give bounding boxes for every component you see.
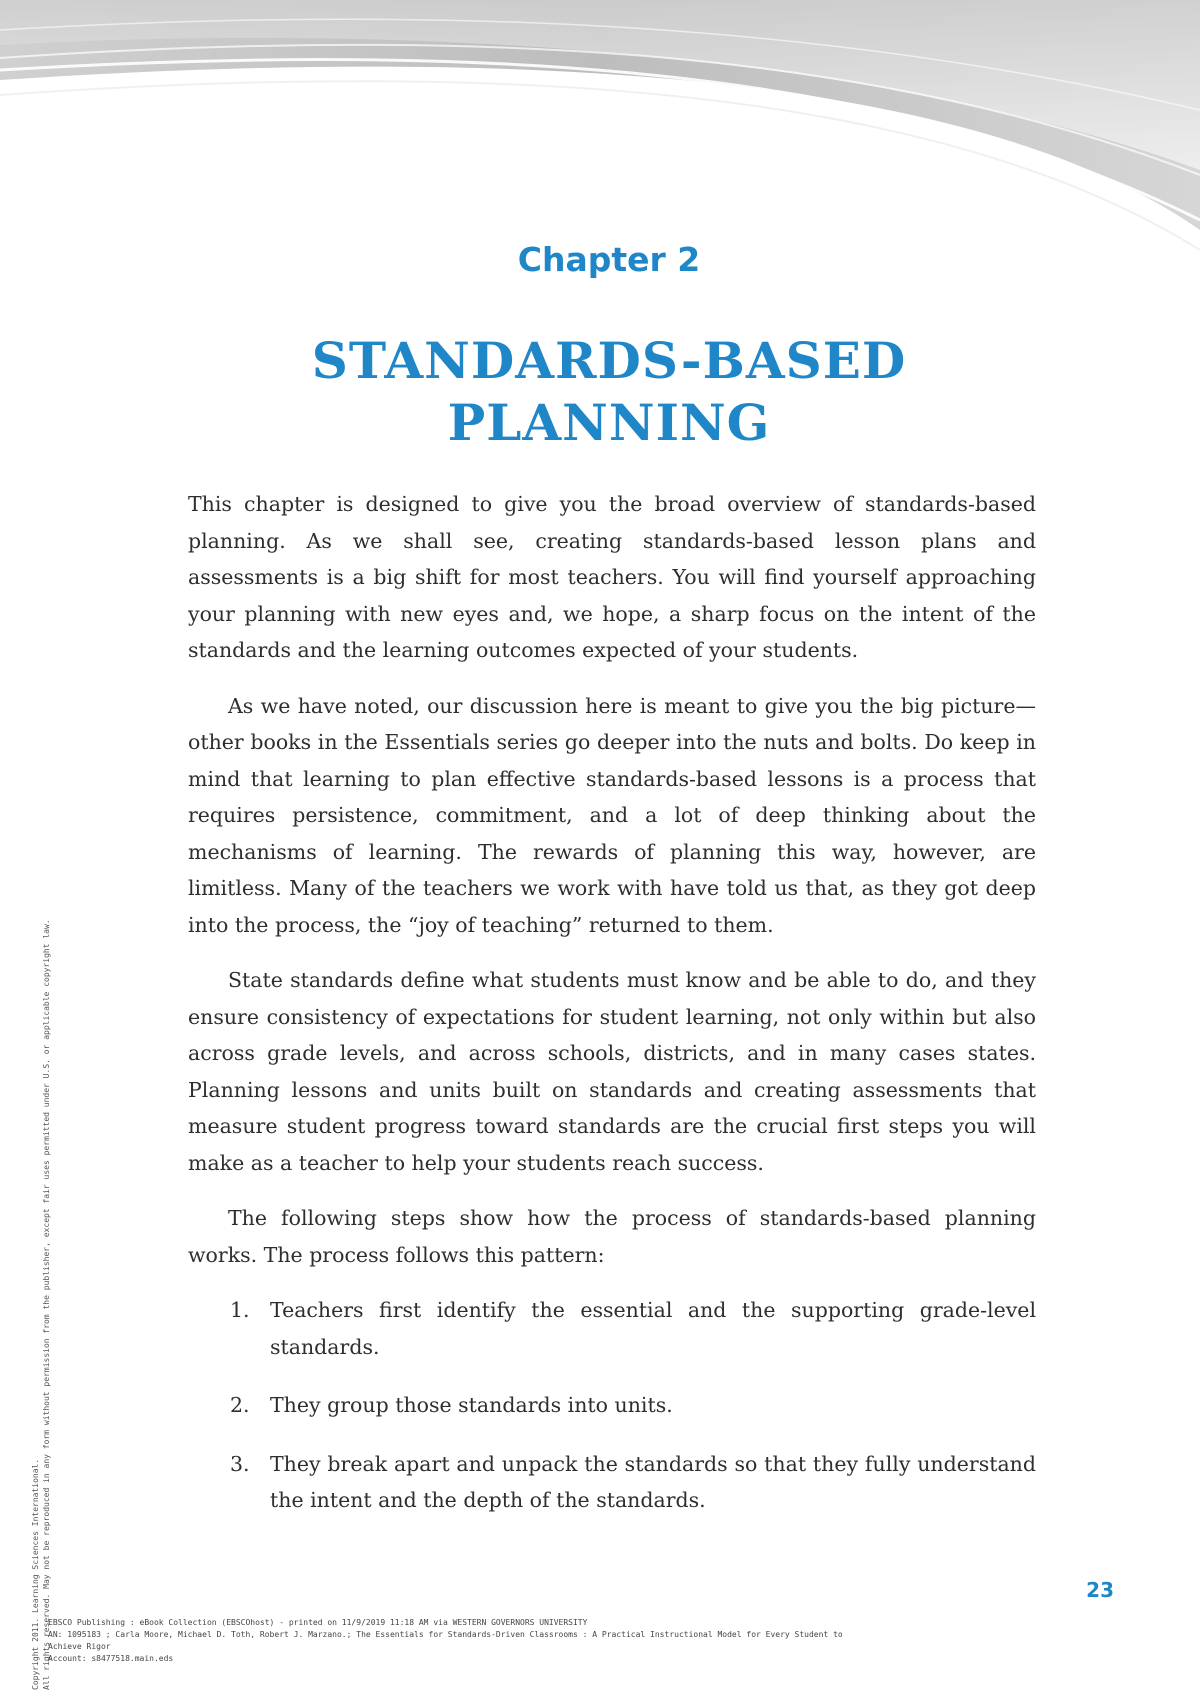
footer-line-3: Achieve Rigor bbox=[48, 1642, 111, 1651]
list-item bbox=[188, 1446, 1036, 1519]
paragraph: This chapter is designed to give you the broad overview of standards-based planning. As we shall see, creating standards-based lesson plans and assessments is a big shift for most teachers. You will find yourself approaching your planning with new eyes and, we hope, a sharp focus on the intent of the standards and the learning outcomes expected of your students. bbox=[188, 492, 1036, 662]
list-item bbox=[188, 1292, 1036, 1365]
paragraph: State standards define what students must know and be able to do, and they ensure consistency of expectations for student learning, not only within but also across grade levels, and across schools, districts, and in many cases states. Planning lessons and units built on standards and creating assessments that measure student progress toward standards are the crucial first steps you will make as a teacher to help your students reach success. bbox=[188, 968, 1036, 1175]
footer-line-4: Account: s8477518.main.eds bbox=[48, 1654, 174, 1663]
chapter-label: Chapter 2 bbox=[517, 240, 701, 279]
paragraph: The following steps show how the process of standards-based planning works. The process follows this pattern: bbox=[188, 1206, 1036, 1267]
list-item-text: They group those standards into units. bbox=[270, 1393, 673, 1417]
chapter-title-line-2: PLANNING bbox=[447, 393, 771, 452]
footer-line-1: EBSCO Publishing : eBook Collection (EBSCOhost) - printed on 11/9/2019 11:18 AM via WESTERN GOVERNORS UNIVERSITY bbox=[48, 1618, 588, 1627]
side-copyright-line-1: Copyright 2011. Learning Sciences International. bbox=[31, 1458, 40, 1690]
steps-list bbox=[188, 1292, 1036, 1519]
list-item-number: 1. bbox=[230, 1298, 250, 1322]
list-item-text: Teachers first identify the essential and the supporting grade-level standards. bbox=[270, 1298, 1036, 1359]
list-item-number: 2. bbox=[230, 1393, 250, 1417]
list-item-text: They break apart and unpack the standards so that they fully understand the intent and the depth of the standards. bbox=[270, 1451, 1036, 1512]
list-item bbox=[188, 1387, 1036, 1424]
chapter-body bbox=[188, 486, 1036, 1541]
list-item-number: 3. bbox=[230, 1451, 250, 1476]
side-copyright-line-2: All rights reserved. May not be reproduced in any form without permission from the publisher, except fair uses permitted under U.S. or applicable copyright law. bbox=[42, 919, 51, 1690]
chapter-title bbox=[0, 330, 1200, 454]
footer-line-2: AN: 1095183 ; Carla Moore, Michael D. Toth, Robert J. Marzano.; The Essentials for Standards-Driven Classrooms : A Practical Instructional Model for Every Student to bbox=[48, 1630, 843, 1639]
page-number: 23 bbox=[1086, 1578, 1114, 1602]
chapter-title-line-1: STANDARDS-BASED bbox=[311, 331, 907, 390]
footer-notice bbox=[48, 1617, 1168, 1665]
side-copyright-notice bbox=[30, 550, 52, 1690]
header-wave-decoration bbox=[0, 0, 1200, 250]
paragraph: As we have noted, our discussion here is meant to give you the big picture—other books in the Essentials series go deeper into the nuts and bolts. Do keep in mind that learning to plan effective standards-based lessons is a process that requires persistence, commitment, and a lot of deep thinking about the mechanisms of learning. The rewards of planning this way, however, are limitless. Many of the teachers we work with have told us that, as they got deep into the process, the “joy of teaching” returned to them. bbox=[188, 693, 1036, 937]
